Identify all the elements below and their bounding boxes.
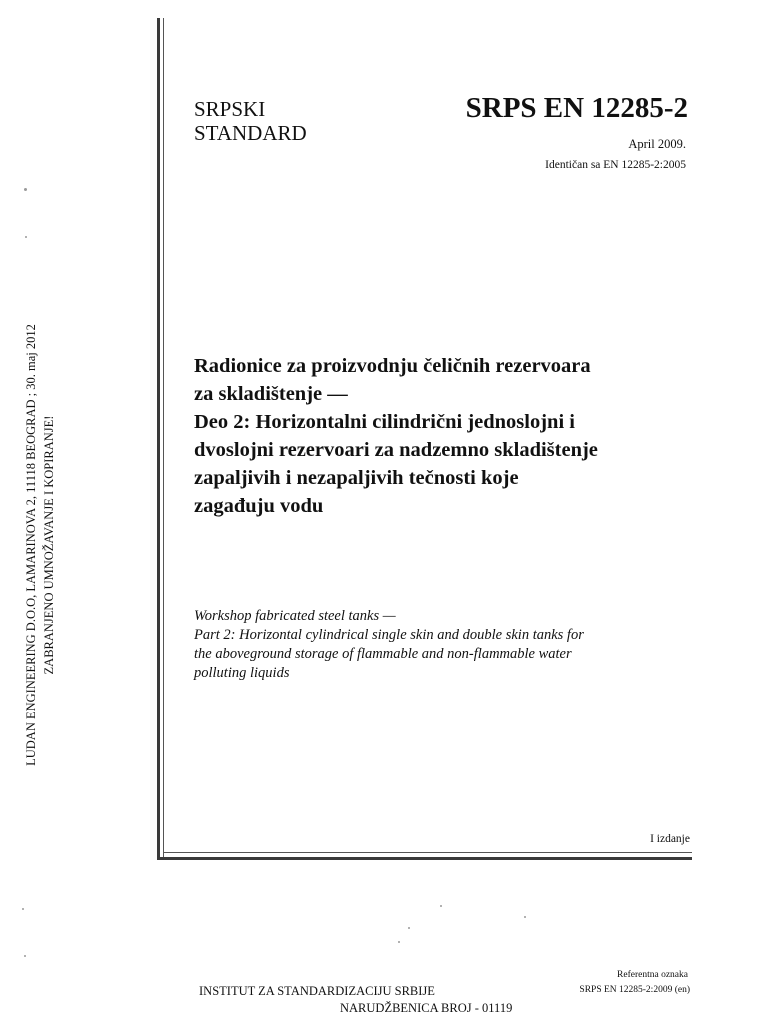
- side-watermark-line1: LUDAN ENGINEERING D.O.O, LAMARINOVA 2, 11118 BEOGRAD ; 30. maj 2012: [24, 324, 38, 766]
- identical-with: Identičan sa EN 12285-2:2005: [545, 159, 686, 171]
- scan-speck: [25, 236, 27, 238]
- edition-label: I izdanje: [650, 833, 690, 845]
- standard-type: [194, 97, 307, 145]
- title-english-line: the aboveground storage of flammable and non-flammable water: [194, 646, 572, 662]
- title-english-line: Part 2: Horizontal cylindrical single skin and double skin tanks for: [194, 627, 584, 643]
- title-serbian-line: zapaljivih i nezapaljivih tečnosti koje: [194, 467, 519, 489]
- frame-left-line: [157, 18, 160, 860]
- document-date: April 2009.: [628, 137, 686, 151]
- scan-speck: [398, 941, 400, 943]
- scan-speck: [440, 905, 442, 907]
- frame-bottom-inner-line: [163, 852, 692, 853]
- title-serbian-line: dvoslojni rezervoari za nadzemno skladištenje: [194, 439, 598, 461]
- scan-speck: [22, 908, 24, 910]
- scan-speck: [24, 188, 27, 191]
- standard-type-line1: SRPSKI: [194, 97, 266, 121]
- scan-speck: [524, 916, 526, 918]
- title-serbian: [194, 352, 694, 520]
- document-number: SRPS EN 12285-2: [465, 92, 688, 124]
- title-serbian-line: za skladištenje —: [194, 383, 348, 405]
- footer-order-number: NARUDŽBENICA BROJ - 01119: [340, 1001, 513, 1015]
- footer-institute: INSTITUT ZA STANDARDIZACIJU SRBIJE: [199, 984, 435, 998]
- title-english-line: Workshop fabricated steel tanks —: [194, 608, 396, 624]
- frame-left-inner-line: [163, 18, 164, 860]
- footer-reference-label: Referentna oznaka: [617, 970, 688, 980]
- scan-speck: [408, 927, 410, 929]
- standard-type-line2: STANDARD: [194, 121, 307, 145]
- frame-bottom-line: [157, 857, 692, 860]
- title-serbian-line: zagađuju vodu: [194, 495, 324, 517]
- title-serbian-line: Deo 2: Horizontalni cilindrični jednoslojni i: [194, 411, 575, 433]
- scan-speck: [24, 955, 26, 957]
- title-english: [194, 607, 694, 683]
- title-serbian-line: Radionice za proizvodnju čeličnih rezervoara: [194, 355, 591, 377]
- title-english-line: polluting liquids: [194, 665, 290, 681]
- side-watermark-line2: ZABRANJENO UMNOŽAVANJE I KOPIRANJE!: [42, 415, 56, 675]
- footer-reference-value: SRPS EN 12285-2:2009 (en): [579, 985, 690, 995]
